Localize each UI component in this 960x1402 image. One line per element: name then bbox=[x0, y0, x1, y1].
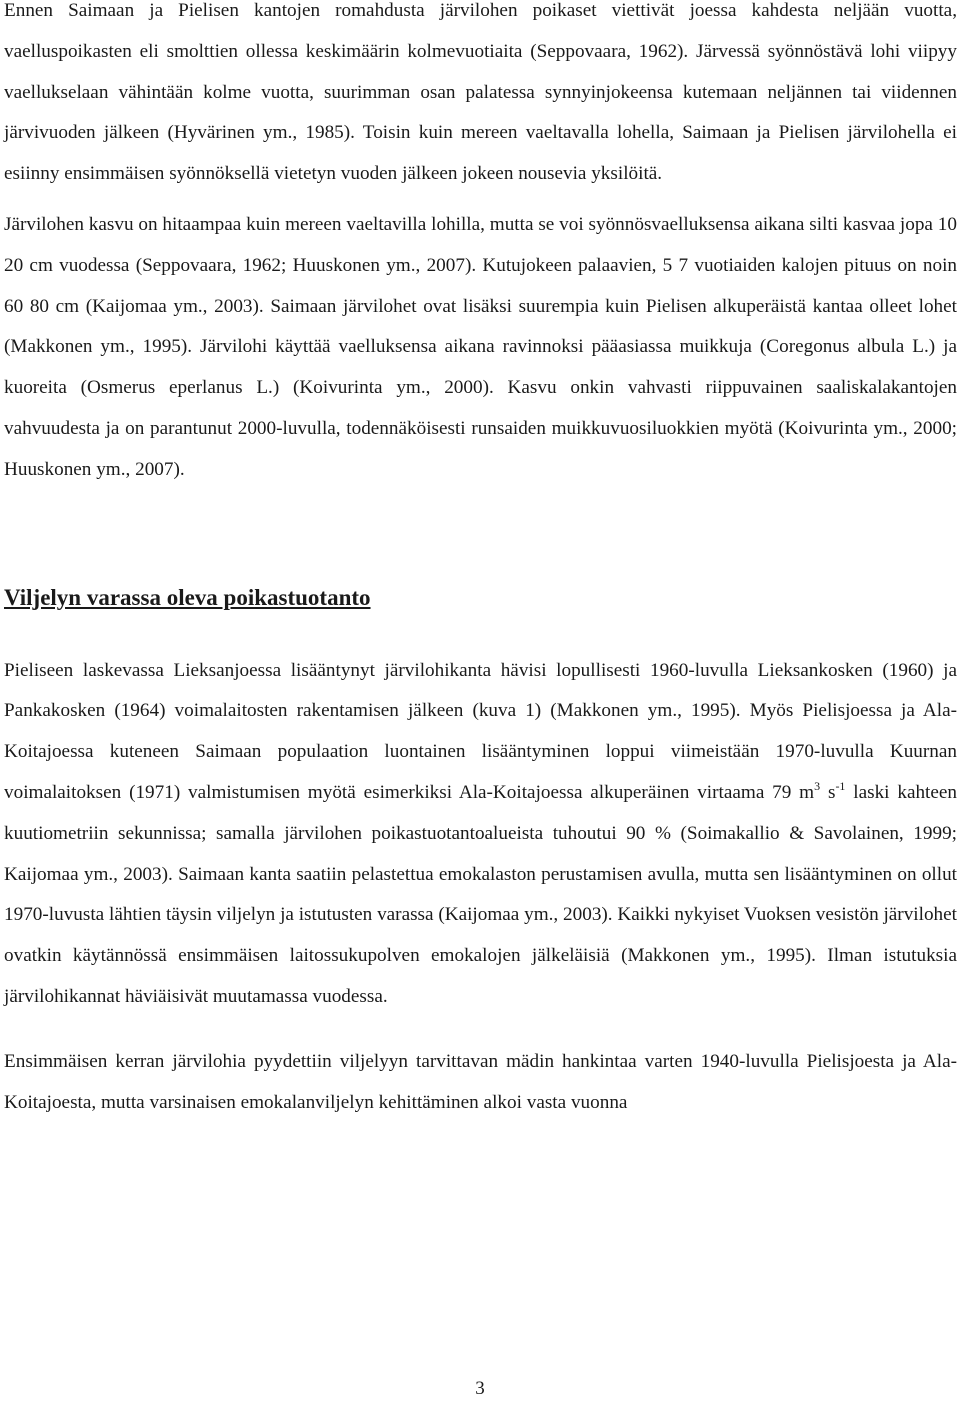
section-paragraph-1 bbox=[4, 651, 957, 1018]
section-paragraph-1-part-a: Pieliseen laskevassa Lieksanjoessa lisääntynyt järvilohikanta hävisi lopullisesti 1960-luvulla Lieksankosken (1960) ja Pankakosken (1964) voimalaitosten rakentamisen jälkeen (kuva 1) (Makkonen ym., 1995). Myös Pielisjoessa ja Ala-Koitajoessa kuteneen Saimaan populaation luontainen lisääntyminen loppui viimeistään 1970-luvulla Kuurnan voimalaitoksen (1971) valmistumisen myötä esimerkiksi Ala-Koitajoessa alkuperäinen virtaama 79 m bbox=[4, 659, 957, 803]
paragraph-1: Ennen Saimaan ja Pielisen kantojen romahdusta järvilohen poikaset viettivät joessa kahdesta neljään vuotta, vaelluspoikasten eli smolttien ollessa keskimäärin kolmevuotiaita (Seppovaara, 1962). Järvessä syönnöstävä lohi viipyy vaellukselaan vähintään kolme vuotta, suurimman osan palatessa synnyinjokeensa kutemaan neljännen tai viidennen järvivuoden jälkeen (Hyvärinen ym., 1985). Toisin kuin mereen vaeltavalla lohella, Saimaan ja Pielisen järvilohella ei esiinny ensimmäisen syönnöksellä vietetyn vuoden jälkeen jokeen nousevia yksilöitä. bbox=[4, 0, 957, 185]
paragraph-2: Järvilohen kasvu on hitaampaa kuin mereen vaeltavilla lohilla, mutta se voi syönnösvaelluksensa aikana silti kasvaa jopa 10 20 cm vuodessa (Seppovaara, 1962; Huuskonen ym., 2007). Kutujokeen palaavien, 5 7 vuotiaiden kalojen pituus on noin 60 80 cm (Kaijomaa ym., 2003). Saimaan järvilohet ovat lisäksi suurempia kuin Pielisen alkuperäistä kantaa olleet lohet (Makkonen ym., 1995). Järvilohi käyttää vaelluksensa aikana ravinnoksi pääasiassa muikkuja (Coregonus albula L.) ja kuoreita (Osmerus eperlanus L.) (Koivurinta ym., 2000). Kasvu onkin vahvasti riippuvainen saaliskalakantojen vahvuudesta ja on parantunut 2000-luvulla, todennäköisesti runsaiden muikkuvuosiluokkien myötä (Koivurinta ym., 2000; Huuskonen ym., 2007). bbox=[4, 213, 957, 480]
superscript-3: 3 bbox=[814, 778, 821, 793]
section-paragraph-1-part-c: laski kahteen kuutiometriin sekunnissa; samalla järvilohen poikastuotantoalueista tuhoutui 90 % (Soimakallio & Savolainen, 1999; Kaijomaa ym., 2003). Saimaan kanta saatiin pelastettua emokalaston perustamisen avulla, mutta sen lisääntyminen on ollut 1970-luvusta lähtien täysin viljelyn ja istutusten varassa (Kaijomaa ym., 2003). Kaikki nykyiset Vuoksen vesistön järvilohet ovatkin käytännössä ensimmäisen laitossukupolven emokalojen jälkeläisiä (Makkonen ym., 1995). Ilman istutuksia järvilohikannat häviäisivät muutamassa vuodessa. bbox=[4, 781, 958, 1007]
superscript-minus-1: -1 bbox=[835, 778, 846, 793]
document-page bbox=[4, 0, 957, 1123]
section-paragraph-1-part-b: s bbox=[820, 781, 836, 803]
section-paragraph-2: Ensimmäisen kerran järvilohia pyydettiin viljelyyn tarvittavan mädin hankintaa varten 1940-luvulla Pielisjoesta ja Ala-Koitajoesta, mutta varsinaisen emokalanviljelyn kehittäminen alkoi vasta vuonna bbox=[4, 1050, 957, 1113]
page-number: 3 bbox=[475, 1378, 485, 1399]
section-heading: Viljelyn varassa oleva poikastuotanto bbox=[4, 584, 371, 610]
